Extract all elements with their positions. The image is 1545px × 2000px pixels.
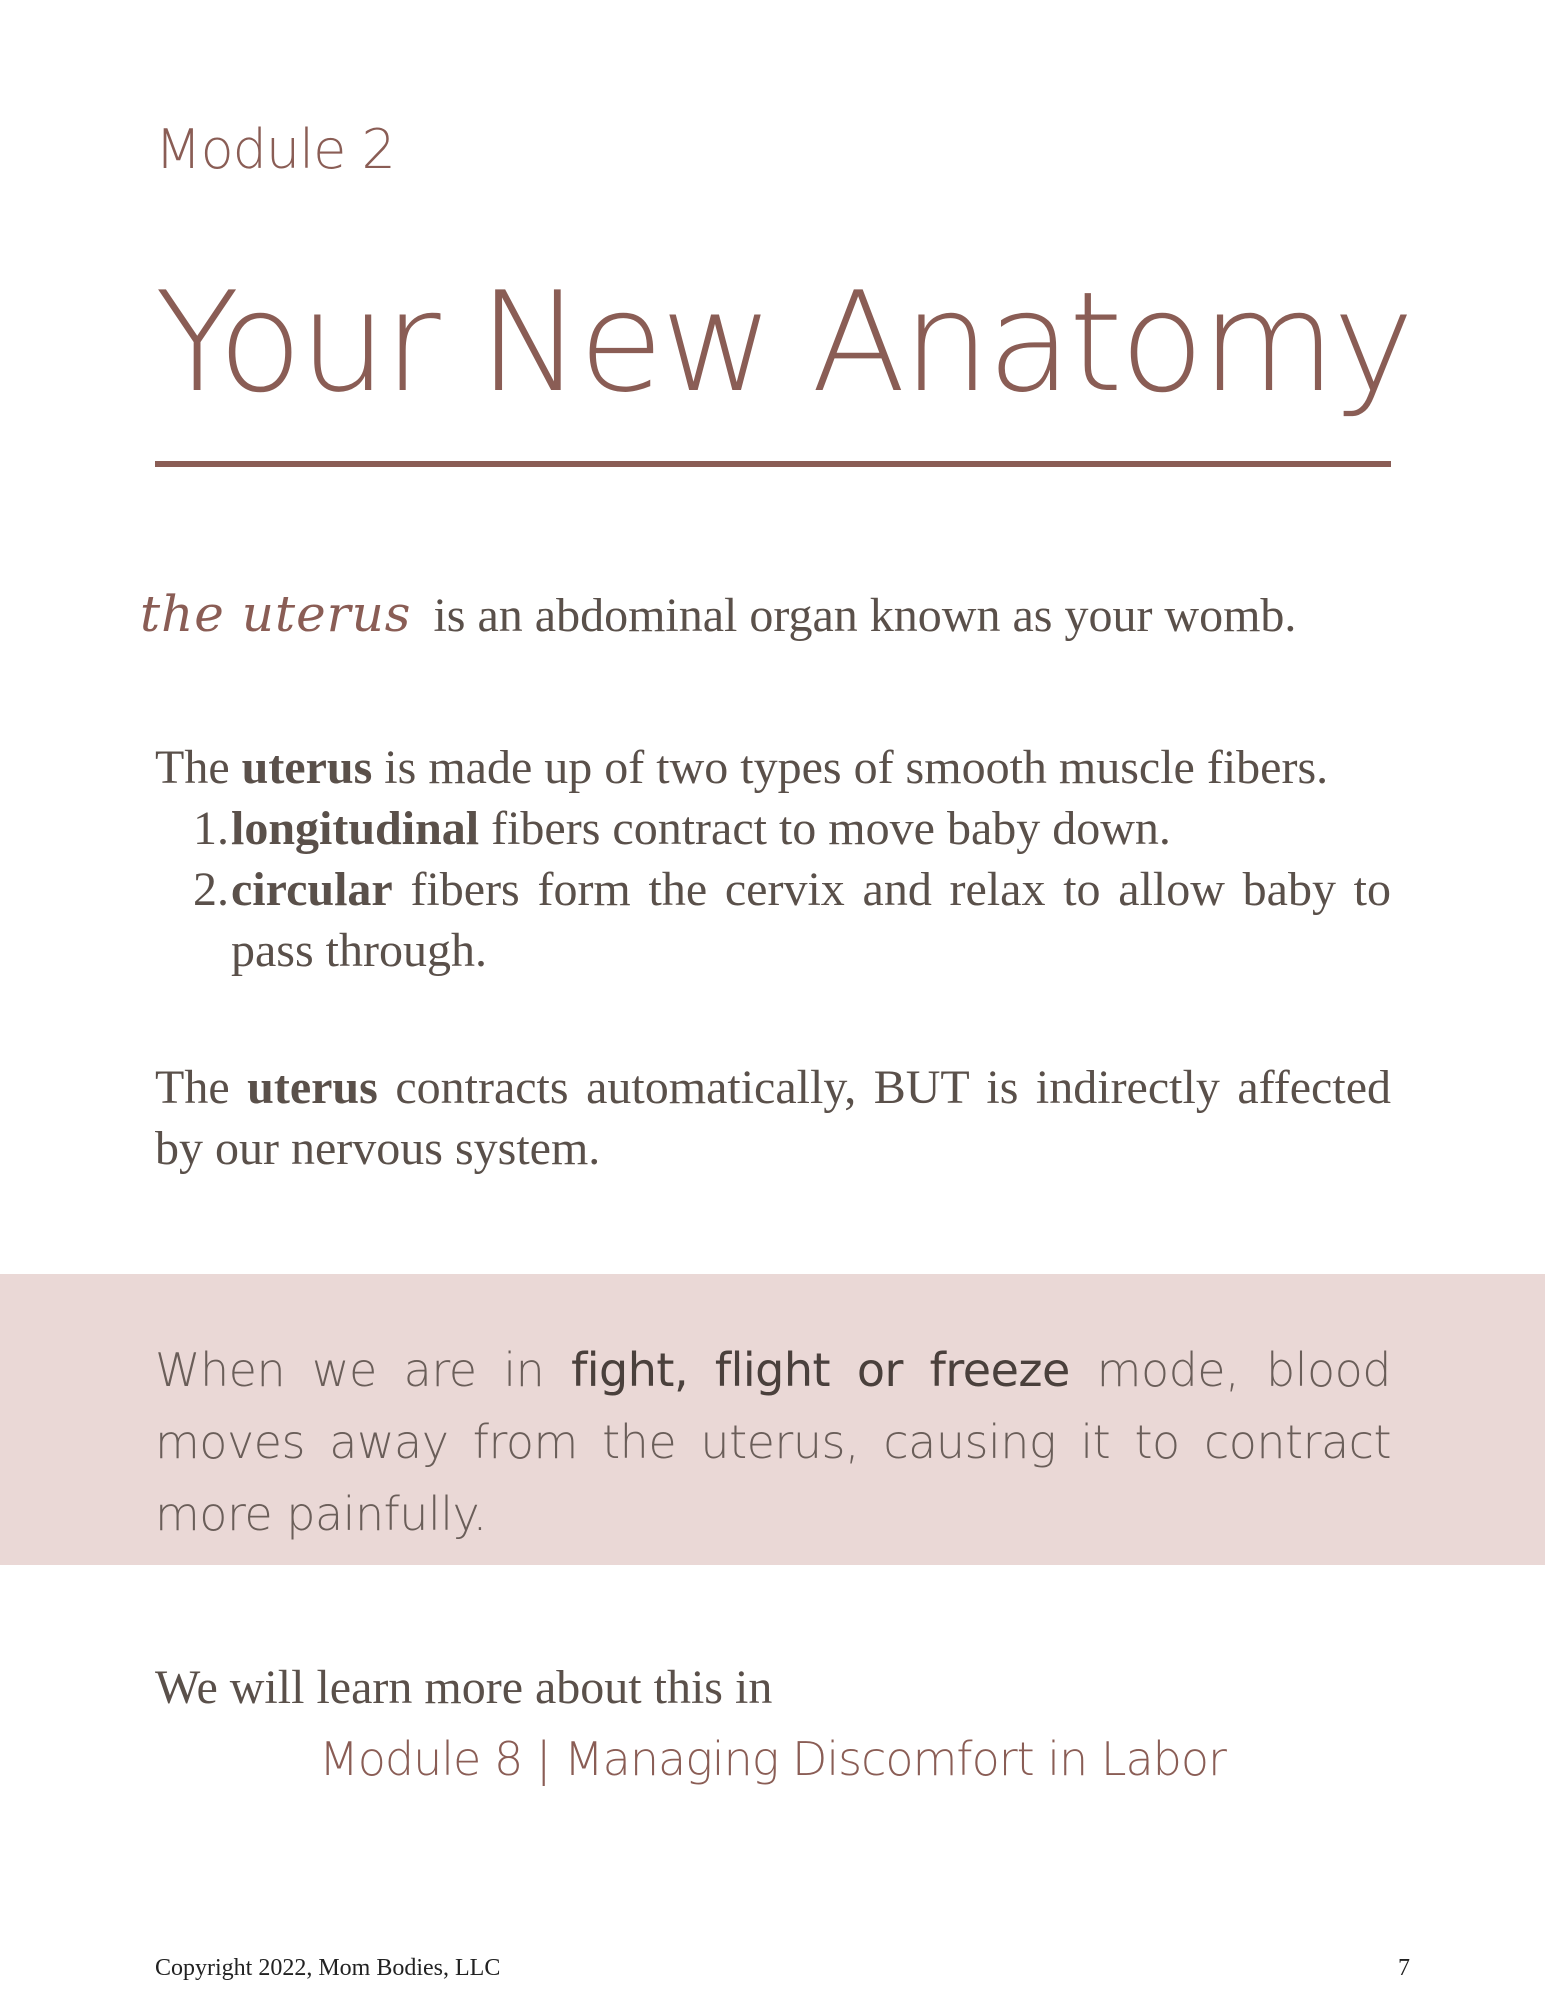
copyright: Copyright 2022, Mom Bodies, LLC xyxy=(155,1955,501,1981)
callout-pre: When we are in xyxy=(155,1343,572,1397)
module-reference: Module 8 | Managing Discomfort in Labor xyxy=(319,1732,1226,1786)
title-divider xyxy=(155,461,1391,467)
callout-box xyxy=(0,1274,1545,1565)
paragraph-2-bold: uterus xyxy=(247,1061,378,1114)
fiber-list xyxy=(155,798,1391,981)
module-label: Module 2 xyxy=(155,118,395,181)
paragraph-1-pre: The xyxy=(155,741,242,794)
page-number: 7 xyxy=(1398,1955,1410,1981)
list-item-bold: circular xyxy=(231,863,393,916)
list-item-bold: longitudinal xyxy=(231,802,480,855)
paragraph-1-post: is made up of two types of smooth muscle fibers. xyxy=(372,741,1329,794)
paragraph-nervous-system xyxy=(155,1057,1391,1179)
intro-text: is an abdominal organ known as your womb. xyxy=(433,589,1297,642)
list-item-text: fibers form the cervix and relax to allow baby to pass through. xyxy=(231,863,1391,977)
page-title: Your New Anatomy xyxy=(155,262,1412,423)
intro-line xyxy=(140,585,1400,643)
callout-emphasis: fight, flight or freeze xyxy=(571,1343,1070,1397)
script-term: the uterus xyxy=(140,585,412,643)
list-number: 2. xyxy=(193,863,229,916)
list-item xyxy=(155,798,1391,859)
callout-text xyxy=(155,1334,1391,1550)
callout-post: mode, blood moves away from the uterus, causing it to contract more painfully. xyxy=(155,1343,1391,1541)
paragraph-2-post: contracts automatically, BUT is indirectly affected by our nervous system. xyxy=(155,1061,1392,1175)
paragraph-2-pre: The xyxy=(155,1061,248,1114)
list-item xyxy=(155,859,1391,981)
learn-more-text: We will learn more about this in xyxy=(155,1661,773,1714)
list-item-text: fibers contract to move baby down. xyxy=(479,802,1171,855)
paragraph-muscle-fibers xyxy=(155,737,1391,798)
list-number: 1. xyxy=(193,802,229,855)
paragraph-1-bold: uterus xyxy=(241,741,373,794)
